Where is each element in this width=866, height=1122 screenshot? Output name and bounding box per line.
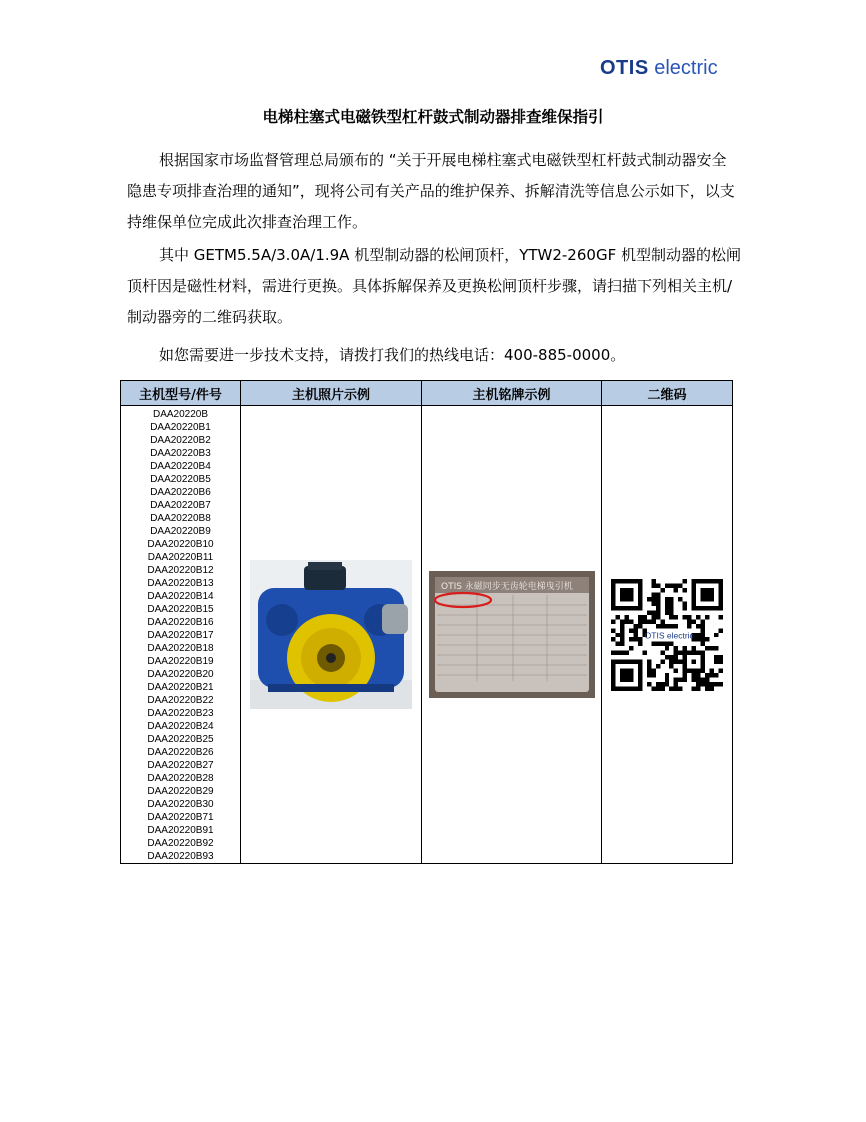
model-item: DAA20220B16 — [147, 617, 214, 628]
photo-cell — [241, 406, 422, 864]
model-list-cell — [121, 406, 241, 864]
model-item: DAA20220B20 — [147, 669, 214, 680]
model-item: DAA20220B2 — [150, 435, 211, 446]
header-model: 主机型号/件号 — [121, 381, 241, 406]
model-item: DAA20220B14 — [147, 591, 214, 602]
model-item: DAA20220B — [152, 409, 209, 420]
model-item: DAA20220B8 — [150, 513, 211, 524]
machine-photo — [250, 560, 412, 709]
model-item: DAA20220B71 — [147, 812, 214, 823]
model-item: DAA20220B23 — [147, 708, 214, 719]
model-item: DAA20220B11 — [147, 552, 214, 563]
model-item: DAA20220B26 — [147, 747, 214, 758]
model-item: DAA20220B7 — [150, 500, 211, 511]
model-item: DAA20220B12 — [147, 565, 214, 576]
model-list — [121, 408, 240, 863]
model-item: DAA20220B15 — [147, 604, 214, 615]
model-item: DAA20220B19 — [147, 656, 214, 667]
model-item: DAA20220B4 — [150, 461, 211, 472]
table-row — [121, 406, 733, 864]
logo-brand: OTIS — [600, 57, 649, 79]
paragraph-hotline: 如您需要进一步技术支持，请拨打我们的热线电话：400-885-0000。 — [159, 346, 626, 364]
model-item: DAA20220B93 — [147, 851, 214, 862]
header-qr: 二维码 — [602, 381, 733, 406]
model-item: DAA20220B25 — [147, 734, 214, 745]
nameplate-photo — [429, 571, 595, 698]
model-item: DAA20220B3 — [150, 448, 211, 459]
document-title: 电梯柱塞式电磁铁型杠杆鼓式制动器排查维保指引 — [262, 108, 604, 126]
paragraph-notice: 根据国家市场监督管理总局颁布的 “关于开展电梯柱塞式电磁铁型杠杆鼓式制动器安全隐患专项排查治理的通知”，现将公司有关产品的维护保养、拆解清洗等信息公示如下，以支持维保单位完成此次排查治理工作。 — [127, 151, 735, 231]
paragraph-replacement: 其中 GETM5.5A/3.0A/1.9A 机型制动器的松闸顶杆，YTW2-260GF 机型制动器的松闸顶杆因是磁性材料，需进行更换。具体拆解保养及更换松闸顶杆步骤，请扫描下列相关主机/制动器旁的二维码获取。 — [127, 246, 741, 326]
model-item: DAA20220B22 — [147, 695, 214, 706]
nameplate-cell — [422, 406, 602, 864]
logo-sub: electric — [648, 57, 718, 79]
model-item: DAA20220B17 — [147, 630, 214, 641]
table-header-row — [121, 381, 733, 406]
model-item: DAA20220B27 — [147, 760, 214, 771]
header-nameplate: 主机铭牌示例 — [422, 381, 602, 406]
model-item: DAA20220B30 — [147, 799, 214, 810]
model-item: DAA20220B29 — [147, 786, 214, 797]
model-item: DAA20220B9 — [150, 526, 211, 537]
model-item: DAA20220B5 — [150, 474, 211, 485]
qr-logo-text: OTIS electric — [644, 630, 694, 641]
model-item: DAA20220B18 — [147, 643, 214, 654]
model-item: DAA20220B1 — [150, 422, 211, 433]
otis-electric-logo — [600, 56, 740, 80]
nameplate-text: OTIS 永磁同步无齿轮电梯曳引机 — [440, 582, 573, 592]
machine-table — [120, 380, 733, 864]
qr-code[interactable] — [611, 579, 723, 691]
qr-cell — [602, 406, 733, 864]
model-item: DAA20220B21 — [147, 682, 214, 693]
header-photo: 主机照片示例 — [241, 381, 422, 406]
model-item: DAA20220B13 — [147, 578, 214, 589]
model-item: DAA20220B28 — [147, 773, 214, 784]
model-item: DAA20220B92 — [147, 838, 214, 849]
model-item: DAA20220B6 — [150, 487, 211, 498]
model-item: DAA20220B24 — [147, 721, 214, 732]
model-item: DAA20220B91 — [147, 825, 214, 836]
model-item: DAA20220B10 — [147, 539, 214, 550]
